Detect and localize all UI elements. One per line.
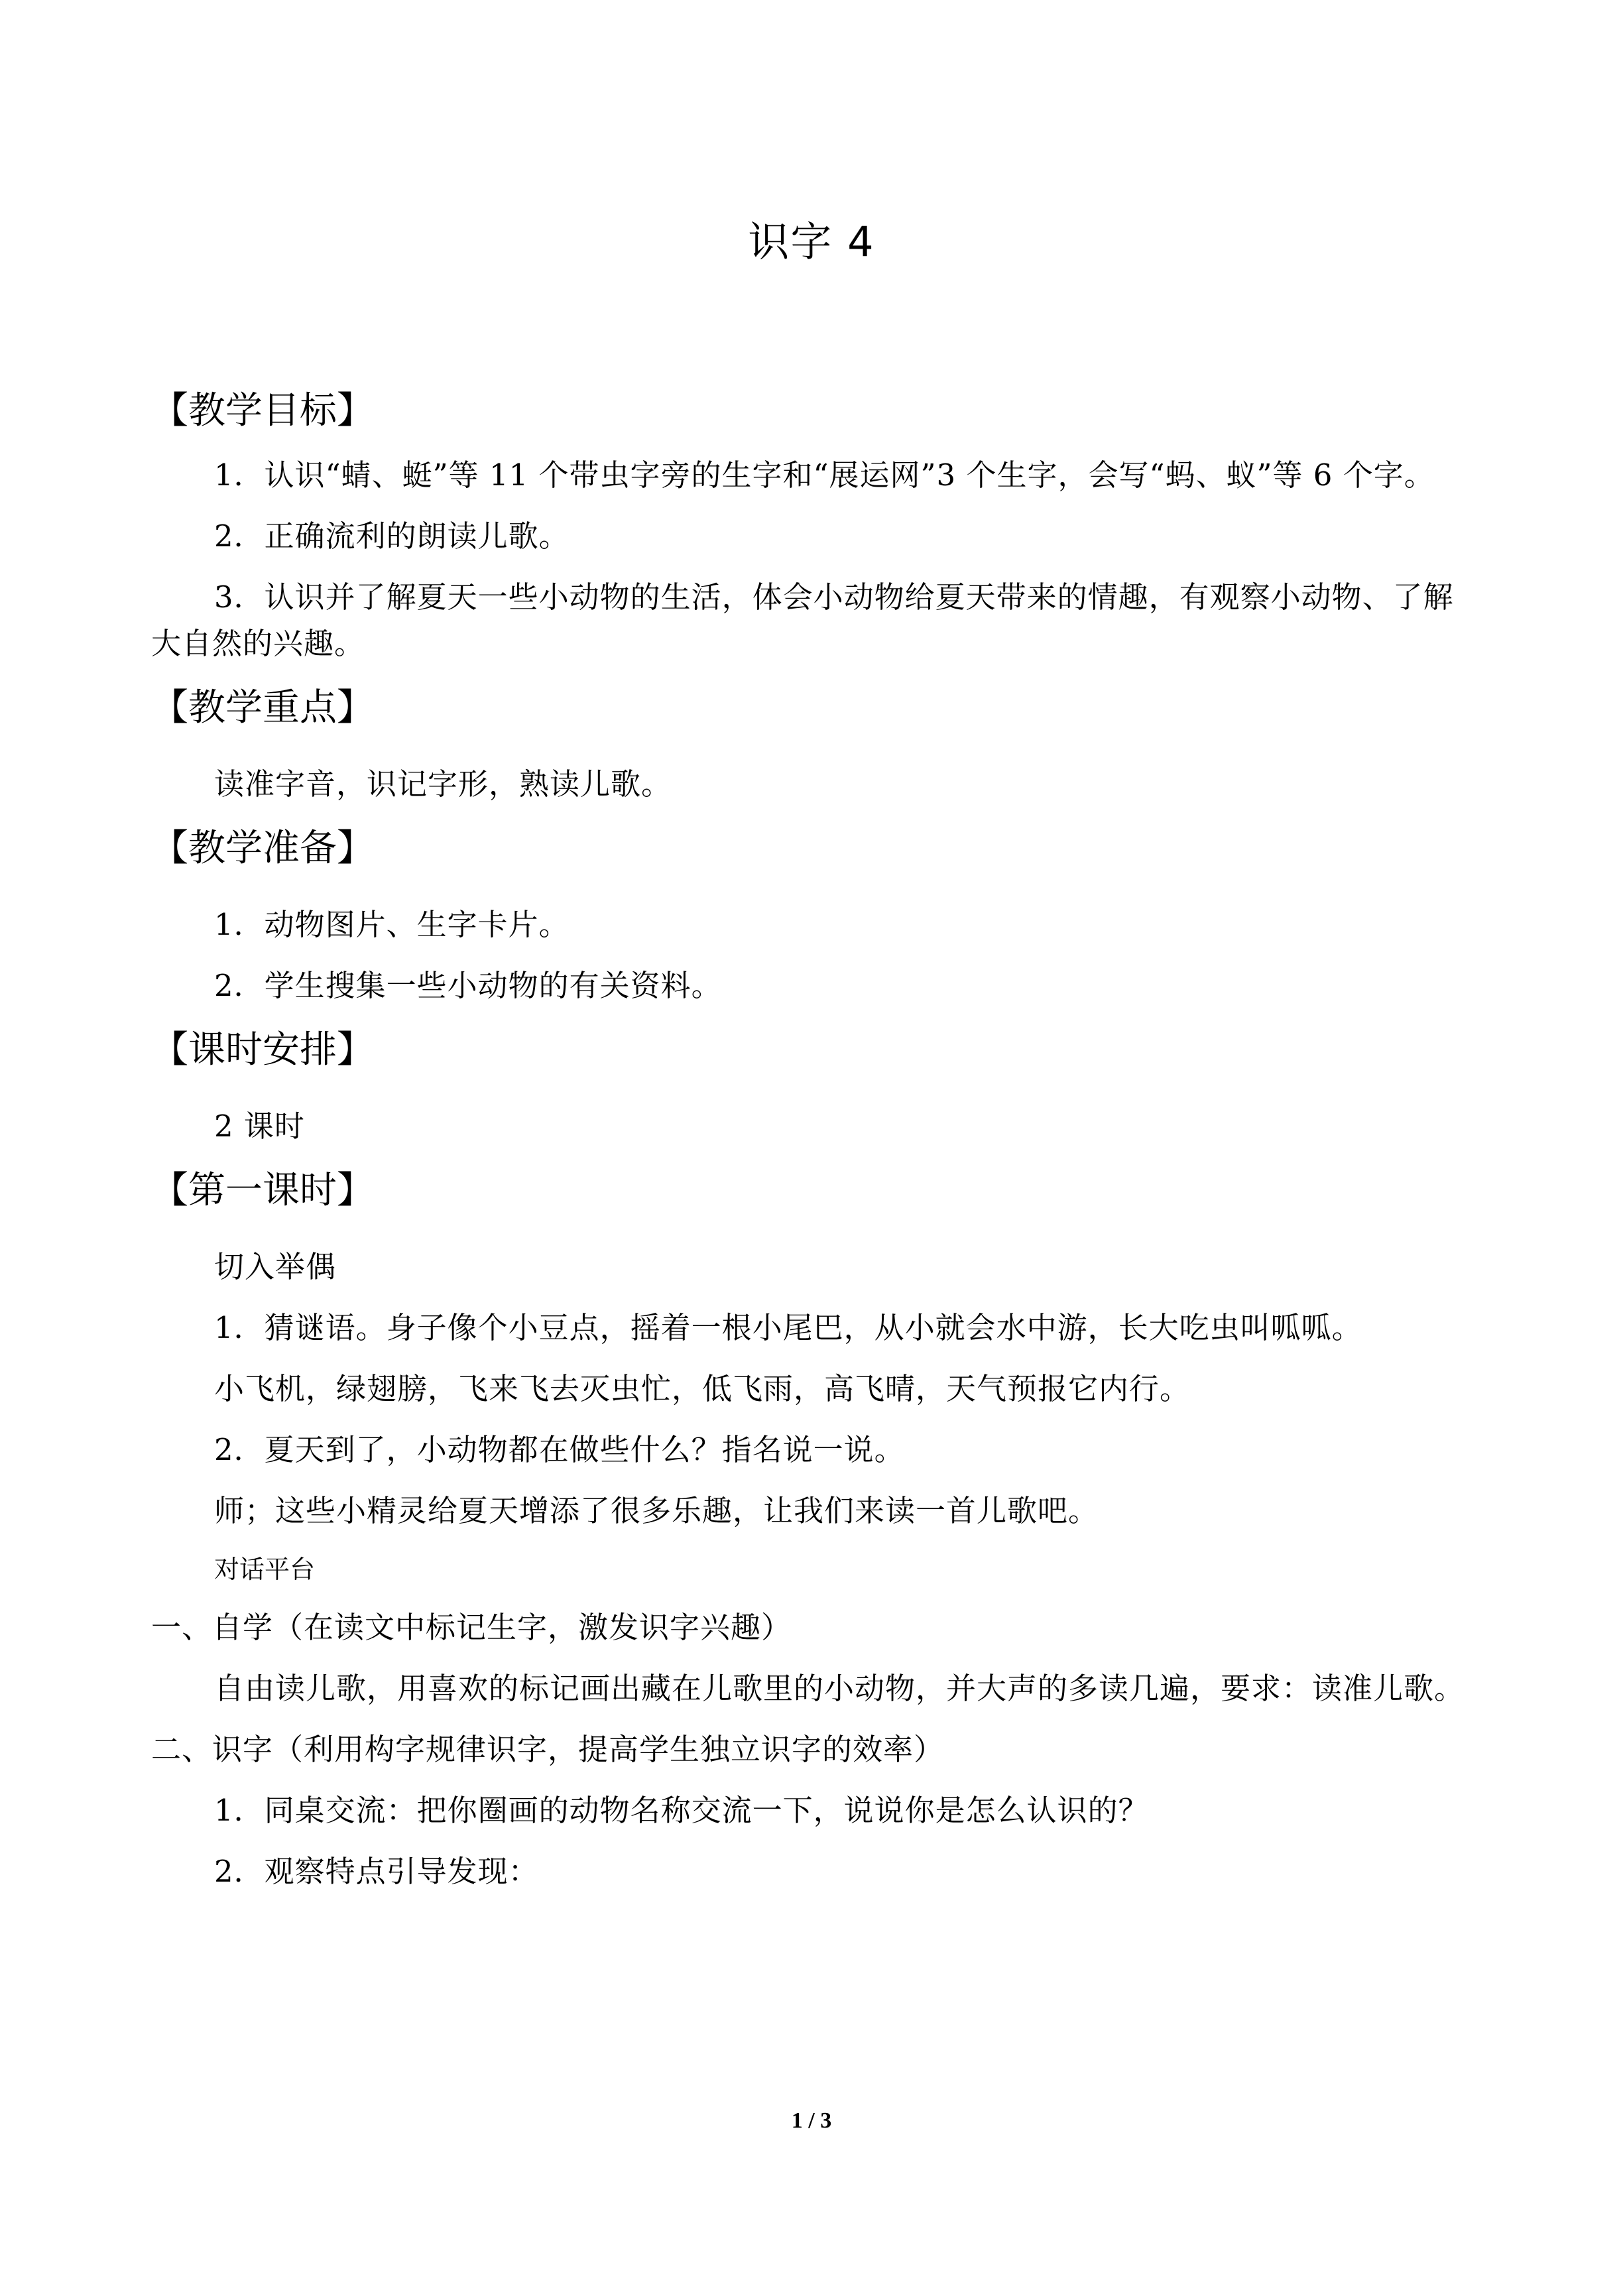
document-title: 识字 4 <box>748 217 875 266</box>
intro-label: 切入举偶 <box>214 1249 337 1284</box>
page-number: 1 / 3 <box>791 2108 832 2133</box>
intro-item-1: 1．猜谜语。身子像个小豆点，摇着一根小尾巴，从小就会水中游，长大吃虫叫呱呱。 <box>214 1310 1362 1345</box>
part2-item-2: 2．观察特点引导发现： <box>214 1854 539 1889</box>
objective-item-1: 1．认识“蜻、蜓”等 11 个带虫字旁的生字和“展运网”3 个生字，会写“蚂、蚁”等 6 个字。 <box>214 457 1435 493</box>
dialog-label: 对话平台 <box>214 1555 316 1584</box>
objective-item-3: 3．认识并了解夏天一些小动物的生活，体会小动物给夏天带来的情趣，有观察小动物、了解大自然的兴趣。 <box>151 579 1454 661</box>
heading-schedule: 【课时安排】 <box>151 1028 374 1071</box>
intro-item-2: 小飞机，绿翅膀，飞来飞去灭虫忙，低飞雨，高飞晴，天气预报它内行。 <box>214 1371 1191 1406</box>
part2-item-1: 1．同桌交流：把你圈画的动物名称交流一下，说说你是怎么认识的？ <box>214 1793 1149 1828</box>
heading-preparation: 【教学准备】 <box>151 827 374 870</box>
intro-item-3: 2．夏天到了，小动物都在做些什么？指名说一说。 <box>214 1432 905 1467</box>
heading-objectives: 【教学目标】 <box>151 389 374 432</box>
heading-first-lesson: 【第一课时】 <box>151 1169 374 1212</box>
key-point-item-1: 读准字音，识记字形，熟读儿歌。 <box>214 766 672 802</box>
preparation-item-2: 2．学生搜集一些小动物的有关资料。 <box>214 968 722 1003</box>
part1-title: 一、自学（在读文中标记生字，激发识字兴趣） <box>151 1610 792 1645</box>
intro-item-4: 师；这些小精灵给夏天增添了很多乐趣，让我们来读一首儿歌吧。 <box>214 1493 1099 1528</box>
document-body <box>151 385 1484 1895</box>
objective-item-2: 2．正确流利的朗读儿歌。 <box>214 518 570 554</box>
preparation-item-1: 1．动物图片、生字卡片。 <box>214 907 570 942</box>
part1-text: 自由读儿歌，用喜欢的标记画出藏在儿歌里的小动物，并大声的多读几遍，要求：读准儿歌。 <box>214 1671 1465 1706</box>
heading-key-points: 【教学重点】 <box>151 686 374 729</box>
part2-title: 二、识字（利用构字规律识字，提高学生独立识字的效率） <box>151 1732 945 1767</box>
schedule-item-1: 2 课时 <box>214 1109 305 1144</box>
